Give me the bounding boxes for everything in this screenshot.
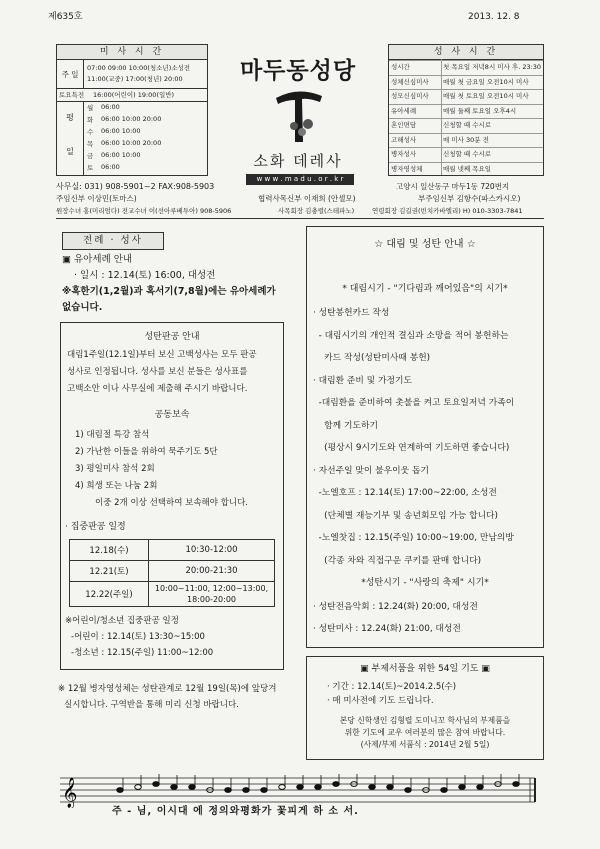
judgment-p3: 고백소안 이나 사무실에 제출해 주시기 바랍니다. bbox=[67, 384, 248, 394]
christmas-confession-box bbox=[60, 322, 284, 670]
schedule-time-line: 10:00~11:00, 12:00~13:00, bbox=[154, 584, 269, 593]
associate-pastor: 부주임신부 김항수(파스카시오) bbox=[418, 194, 521, 203]
treble-clef-icon: 𝄞 bbox=[62, 778, 78, 808]
sacrament-divider bbox=[441, 59, 442, 175]
advent-item: · 대림환 준비 및 가정기도 bbox=[313, 375, 412, 386]
weekday-day: 목 bbox=[87, 140, 94, 148]
sisters: 원장수녀 홍(미리엄다) 전교수녀 이(선아루베투아) 908-5906 bbox=[56, 207, 232, 215]
sacrament-value: 매 미사 30분 전 bbox=[443, 135, 489, 144]
judgment-p2: 성사로 인정됩니다. 성사를 보신 분들은 성사표를 bbox=[67, 367, 248, 377]
sunday-times-1: 07:00 09:00 10:00(청소년)소성전 bbox=[87, 64, 191, 72]
sacrament-name: 성시간 bbox=[391, 63, 410, 71]
sacrament-value: 매월 첫 금요일 오전10시 미사 bbox=[443, 77, 529, 86]
parish-address: 고양시 일산동구 마두1동 720번지 bbox=[396, 182, 510, 191]
advent-item: (평상시 9시기도와 연계하여 기도하면 좋습니다) bbox=[313, 443, 510, 453]
schedule-table bbox=[69, 539, 275, 607]
weekday-day: 월 bbox=[87, 104, 94, 112]
penance-item: 4) 희생 또는 나눔 2회 bbox=[75, 481, 158, 491]
judgment-title: 성탄판공 안내 bbox=[144, 332, 200, 342]
weekday-times: 06:00 10:00 bbox=[101, 127, 141, 135]
office-phone: 사무실: 031) 908-5901~2 FAX:908-5903 bbox=[56, 182, 215, 191]
music-note-icon bbox=[153, 782, 160, 787]
music-note-icon bbox=[225, 788, 232, 793]
advent-item: 함께 기도하기 bbox=[313, 420, 378, 431]
music-note-icon bbox=[459, 785, 466, 790]
advent-item: -노엘호프 : 12.14(토) 17:00~22:00, 소성전 bbox=[313, 488, 497, 498]
mass-times-box bbox=[56, 44, 208, 176]
schedule-time bbox=[149, 582, 275, 607]
baptism-note-1: ※혹한기(1,2월)과 혹서기(7,8월)에는 유아세례가 bbox=[62, 286, 276, 297]
music-note-icon bbox=[279, 785, 286, 790]
schedule-title: · 집중판공 일정 bbox=[65, 522, 126, 532]
schedule-time-line: 10:30-12:00 bbox=[185, 545, 238, 555]
assistant-priest: 협력사목신부 이재희 (안셀모) bbox=[258, 194, 356, 203]
saturday-label: 토요특전 bbox=[59, 91, 85, 99]
christmas-item: · 성탄미사 : 12.24(화) 21:00, 대성전 bbox=[313, 624, 461, 634]
sacrament-row bbox=[389, 89, 543, 104]
weekday-day: 화 bbox=[87, 116, 94, 124]
music-lyrics: 주 - 님, 이시대 에 정의와평화가 꽃피게 하 소 서. bbox=[112, 806, 359, 817]
novena-item: · 기간 : 12.14(토)~2014.2.5(수) bbox=[327, 682, 457, 692]
section-title-liturgy: 전례 · 성사 bbox=[62, 232, 164, 250]
sacrament-row bbox=[389, 104, 543, 119]
penance-title: 공동보속 bbox=[154, 410, 190, 420]
advent-item: -노엘찻집 : 12.15(주일) 10:00~19:00, 만남의방 bbox=[313, 533, 514, 543]
weekday-day: 수 bbox=[87, 128, 94, 136]
penance-item: 3) 평일미사 참석 2회 bbox=[75, 464, 155, 474]
parish-title: 마두동성당 bbox=[239, 58, 357, 84]
sunday-times-2: 11:00(교중) 17:00(청년) 20:00 bbox=[87, 75, 183, 83]
sacrament-row bbox=[389, 133, 543, 148]
sacrament-name: 성모신심미사 bbox=[391, 92, 429, 100]
weekday-label: 평 일 bbox=[57, 101, 84, 176]
advent-item: (단체별 재능기부 및 송년회모임 가능 합니다) bbox=[313, 510, 498, 521]
music-note-icon bbox=[333, 782, 340, 787]
music-note-icon bbox=[117, 788, 124, 793]
music-staff bbox=[60, 774, 540, 808]
schedule-time bbox=[149, 540, 275, 561]
sacrament-times-box bbox=[388, 44, 544, 176]
novena-p3: (사제/부제 서품식 : 2014년 2월 5일) bbox=[360, 740, 490, 749]
issue-date: 2013. 12. 8 bbox=[468, 12, 520, 22]
issue-number: 제635호 bbox=[48, 12, 83, 22]
music-note-icon bbox=[405, 788, 412, 793]
weekday-times: 06:00 bbox=[101, 163, 120, 171]
schedule-time-line: 18:00-20:00 bbox=[187, 595, 236, 604]
baptism-title: ▣ 유아세례 안내 bbox=[62, 254, 133, 265]
parish-website-link[interactable]: w w w . m a d u . o r . k r bbox=[246, 174, 354, 185]
schedule-date: 12.18(수) bbox=[70, 540, 149, 561]
music-note-icon bbox=[135, 785, 142, 790]
advent-title: ☆ 대림 및 성탄 안내 ☆ bbox=[374, 239, 476, 250]
youth-teen: -청소년 : 12.15(주일) 11:00~12:00 bbox=[71, 648, 214, 658]
novena-box bbox=[306, 656, 544, 760]
sick-note-2: 실시합니다. 구역반을 통해 미리 신청 바랍니다. bbox=[64, 700, 239, 710]
advent-christmas-box bbox=[306, 226, 544, 648]
advent-item: - 대림시기의 개인적 결심과 소망을 적어 봉헌하는 bbox=[313, 330, 509, 341]
advent-item: · 성탄봉헌카드 작성 bbox=[313, 308, 390, 318]
penance-item: 1) 대림절 특강 참석 bbox=[75, 430, 150, 440]
sacrament-value: 매월 첫 토요일 오전10시 미사 bbox=[443, 92, 529, 100]
sacrament-value: 신청할 때 수시로 bbox=[443, 121, 492, 129]
advent-heading: * 대림시기 - "기다림과 깨어있음"의 시기* bbox=[342, 284, 508, 294]
council-president: 사목회장 김충렬(스테파노) bbox=[278, 207, 355, 215]
saturday-times: 16:00(어린이) 19:00(일반) bbox=[93, 91, 175, 99]
schedule-row bbox=[70, 582, 275, 607]
novena-p2: 위한 기도에 교우 여러분의 많은 참여 바랍니다. bbox=[344, 728, 506, 737]
sacrament-row bbox=[389, 75, 543, 90]
header-divider bbox=[56, 218, 544, 219]
schedule-time-line: 20:00-21:30 bbox=[185, 566, 238, 576]
weekday-times: 06:00 10:00 bbox=[101, 151, 141, 159]
music-note-icon bbox=[477, 785, 484, 790]
music-note-icon bbox=[387, 785, 394, 790]
sacrament-times-title: 성 사 시 간 bbox=[389, 45, 543, 60]
music-note-icon bbox=[441, 788, 448, 793]
music-note-icon bbox=[513, 782, 520, 787]
schedule-row bbox=[70, 540, 275, 561]
schedule-row bbox=[70, 561, 275, 582]
weekday-times: 06:00 10:00 20:00 bbox=[101, 139, 162, 147]
sacrament-name: 혼인면담 bbox=[391, 121, 417, 129]
christmas-heading: *성탄시기 - "사랑의 축제" 시기* bbox=[361, 578, 489, 588]
sacrament-name: 성체신심미사 bbox=[391, 77, 429, 86]
advent-item: 카드 작성(성탄미사때 봉헌) bbox=[313, 353, 431, 363]
weekday-times: 06:00 10:00 20:00 bbox=[101, 115, 162, 123]
sacrament-name: 고해성사 bbox=[391, 135, 417, 144]
sacrament-value: 첫 목요일 저녁8시 미사 후. 23:30 bbox=[443, 63, 542, 71]
schedule-time bbox=[149, 561, 275, 582]
advent-item: -대림환을 준비하여 촛불을 켜고 토요일저녁 가족이 bbox=[313, 398, 515, 408]
penance-item: 2) 가난한 이들을 위하여 묵주기도 5단 bbox=[75, 447, 218, 457]
sacrament-name: 유아세례 bbox=[391, 106, 417, 115]
music-note-icon bbox=[315, 785, 322, 790]
schedule-date: 12.22(주일) bbox=[70, 582, 149, 607]
pastor: 주임신부 이상민(토마스) bbox=[56, 194, 137, 203]
sacrament-value: 신청할 때 수시로 bbox=[443, 150, 492, 158]
advent-item: (각종 차와 직접구운 쿠키를 판매 합니다) bbox=[313, 555, 481, 566]
music-note-icon bbox=[171, 785, 178, 790]
music-note-icon bbox=[243, 788, 250, 793]
penance-note: 이중 2개 이상 선택하여 보속해야 합니다. bbox=[95, 498, 248, 508]
weekday-day: 토 bbox=[87, 164, 94, 172]
novena-p1: 본당 신학생인 김형렬 도미니꼬 학사님의 부제품을 bbox=[339, 716, 511, 725]
sacrament-row bbox=[389, 60, 543, 75]
music-note-icon bbox=[297, 785, 304, 790]
weekday-times: 06:00 bbox=[101, 103, 120, 111]
mass-times-title: 미 사 시 간 bbox=[57, 45, 207, 60]
baptism-date: · 일시 : 12.14(토) 16:00, 대성전 bbox=[74, 270, 216, 281]
sacrament-name: 병자성사 bbox=[391, 150, 417, 158]
sunday-label: 주 일 bbox=[57, 60, 84, 88]
youth-kids: -어린이 : 12.14(토) 13:30~15:00 bbox=[71, 632, 205, 642]
christmas-item: · 성탄전음악회 : 12.24(화) 20:00, 대성전 bbox=[313, 602, 478, 612]
sacrament-row bbox=[389, 147, 543, 162]
music-note-icon bbox=[261, 788, 268, 793]
funeral-president: 연령회장 김길권(빈치카바엘리) H) 010-3303-7841 bbox=[372, 207, 523, 215]
judgment-p1: 대림1주일(12.1일)부터 보신 고백성사는 모두 판공 bbox=[67, 350, 257, 360]
weekday-day: 금 bbox=[87, 152, 94, 160]
cross-emblem-icon bbox=[268, 82, 328, 146]
saturday-row bbox=[57, 88, 207, 102]
parish-patron: 소화 데레사 bbox=[253, 152, 343, 170]
schedule-date: 12.21(토) bbox=[70, 561, 149, 582]
sacrament-row bbox=[389, 162, 543, 177]
novena-item: · 매 미사전에 기도 드립니다. bbox=[327, 696, 434, 706]
sick-note-1: ※ 12월 병자영성체는 성탄관계로 12월 19일(목)에 앞당겨 bbox=[58, 684, 277, 694]
music-note-icon bbox=[189, 785, 196, 790]
music-note-icon bbox=[369, 785, 376, 790]
novena-title: ▣ 부제서품을 위한 54일 기도 ▣ bbox=[360, 664, 490, 674]
baptism-note-2: 없습니다. bbox=[62, 302, 103, 313]
sacrament-row bbox=[389, 118, 543, 133]
advent-item: · 자선주일 맞이 불우이웃 돕기 bbox=[313, 465, 429, 476]
sacrament-value: 매월 둘째 토요일 오후4시 bbox=[443, 106, 517, 115]
sacrament-name: 병자영성체 bbox=[391, 164, 423, 173]
sacrament-value: 매월 넷째 목요일 bbox=[443, 164, 492, 173]
youth-title: ※어린이/청소년 집중판공 일정 bbox=[65, 616, 179, 626]
